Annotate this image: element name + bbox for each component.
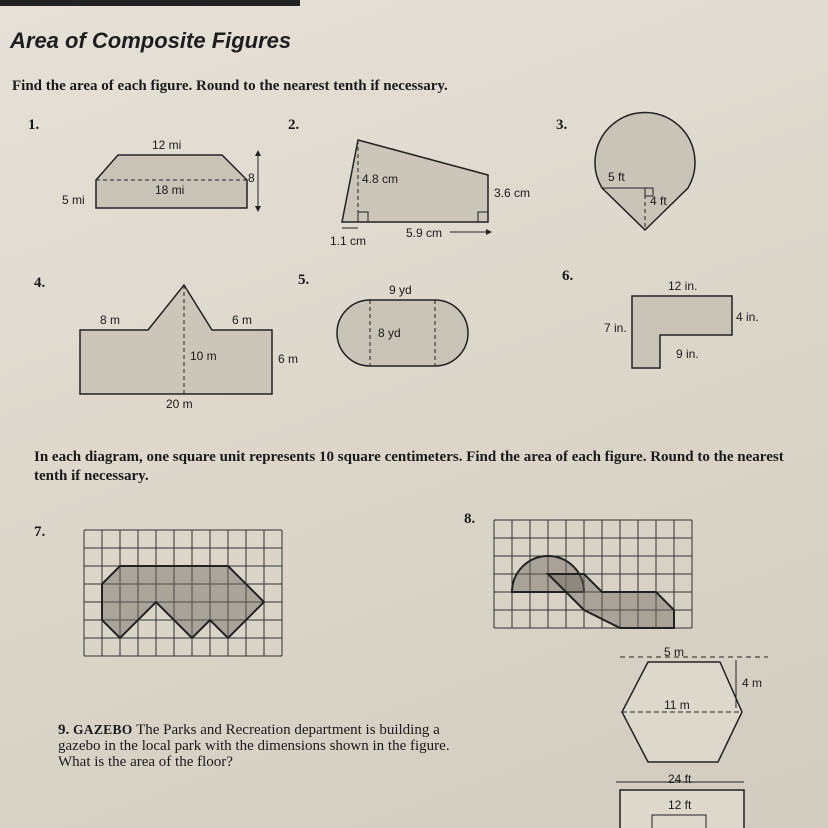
p2-right-label: 3.6 cm: [494, 186, 531, 200]
problem-8-number: 8.: [464, 511, 476, 527]
p6-right-label: 4 in.: [736, 310, 759, 324]
p4-left-label: 8 m: [100, 313, 121, 327]
p1-mid-label: 18 mi: [155, 183, 185, 197]
problem-7-number: 7.: [34, 524, 46, 540]
p9-mid-label: 11 m: [664, 698, 690, 712]
problem-4-number: 4.: [34, 275, 46, 291]
instructions-part1: Find the area of each figure. Round to the nearest tenth if necessary.: [12, 78, 448, 94]
problem-9-body: The Parks and Recreation department is building a gazebo in the local park with the dimensions shown in the figure. What is the area of the floor?: [58, 722, 450, 770]
p5-height-label: 8 yd: [378, 326, 401, 340]
p10-width-label: 24 ft: [668, 772, 692, 786]
problem-9-label: GAZEBO: [73, 722, 133, 737]
problem-1-number: 1.: [28, 117, 40, 133]
problem-9-number: 9.: [58, 722, 70, 738]
page-title: Area of Composite Figures: [10, 28, 292, 53]
p3-radius-label: 5 ft: [608, 170, 625, 184]
problem-3-number: 3.: [556, 117, 568, 133]
p4-height-label: 10 m: [190, 349, 217, 363]
p1-top-label: 12 mi: [152, 138, 182, 152]
problem-2-number: 2.: [288, 117, 300, 133]
instructions-part2: In each diagram, one square unit represents 10 square centimeters. Find the area of each figure. Round to the nearest tenth if necessary.: [34, 449, 784, 484]
p6-bottom-label: 9 in.: [676, 347, 699, 361]
problem-6-number: 6.: [562, 268, 574, 284]
p1-left-label: 5 mi: [62, 193, 85, 207]
problem-5-number: 5.: [298, 272, 310, 288]
p9-side-label: 4 m: [742, 676, 763, 690]
p4-base-label: 20 m: [166, 397, 193, 411]
p1-right-label: 8: [248, 171, 255, 185]
p6-left-label: 7 in.: [604, 321, 627, 335]
p9-top-label: 5 m: [664, 645, 685, 659]
p5-top-label: 9 yd: [389, 283, 412, 297]
p6-top-label: 12 in.: [668, 279, 698, 293]
p10-inner-label: 12 ft: [668, 798, 692, 812]
p2-base-left-label: 1.1 cm: [330, 234, 367, 248]
p4-right-label: 6 m: [232, 313, 253, 327]
p2-height-label: 4.8 cm: [362, 172, 399, 186]
p4-side-label: 6 m: [278, 352, 299, 366]
p2-base-right-label: 5.9 cm: [406, 226, 443, 240]
p3-height-label: 4 ft: [650, 194, 667, 208]
